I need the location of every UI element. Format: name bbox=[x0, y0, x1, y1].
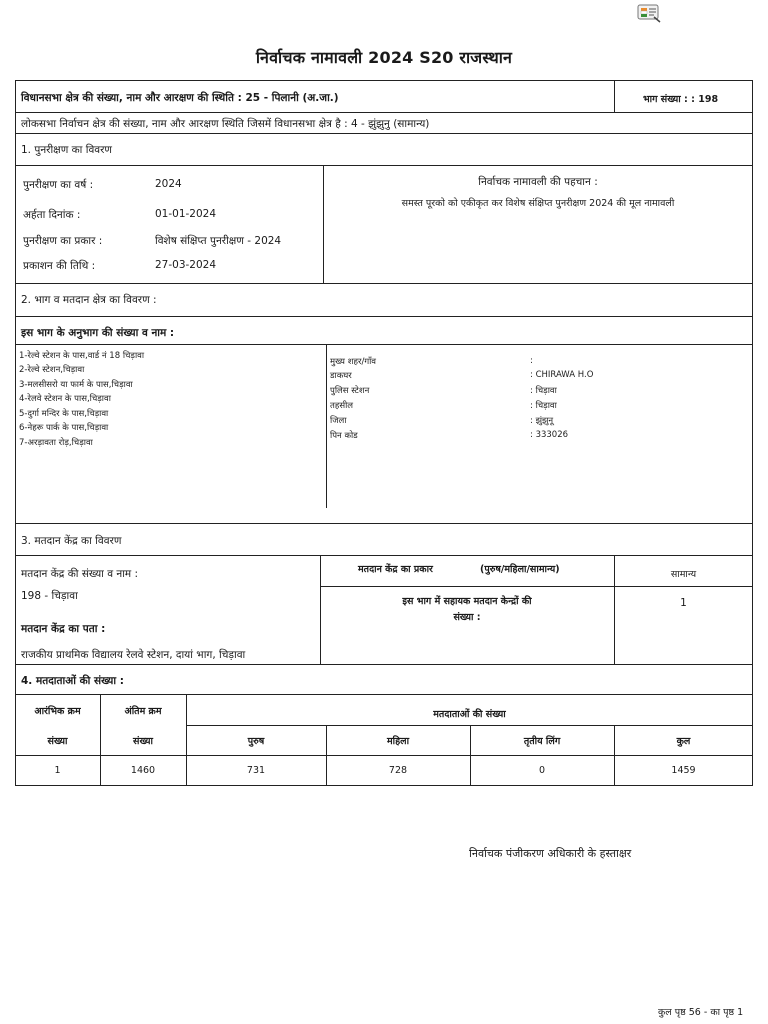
main-town-label: मुख्य शहर/गाँव bbox=[330, 357, 377, 367]
qualifying-date-value: 01-01-2024 bbox=[155, 208, 217, 220]
pin-code-value: : 333026 bbox=[530, 430, 569, 440]
roll-identity-heading: निर्वाचक नामावली की पहचान : bbox=[478, 176, 598, 188]
station-name-value: 198 - चिड़ावा bbox=[21, 590, 78, 602]
assembly-label: विधानसभा क्षेत्र की संख्या, नाम और आरक्षण की स्थिति : 25 - पिलानी (अ.जा.) bbox=[21, 92, 339, 104]
main-town-value: : bbox=[530, 356, 533, 366]
subsections-heading: इस भाग के अनुभाग की संख्या व नाम : bbox=[21, 327, 175, 339]
part-area-details bbox=[15, 316, 753, 524]
district-label: जिला bbox=[330, 416, 347, 426]
tehsil-value: : चिड़ावा bbox=[530, 401, 557, 411]
col-end-serial: अंतिम क्रम bbox=[124, 706, 162, 717]
col-female: महिला bbox=[386, 736, 410, 747]
revision-type-value: विशेष संक्षिप्त पुनरीक्षण - 2024 bbox=[155, 235, 282, 247]
subsection-item: 5-दुर्गा मन्दिर के पास,चिड़ावा bbox=[19, 409, 109, 419]
station-address-label: मतदान केंद्र का पता : bbox=[21, 623, 106, 635]
cell-male: 731 bbox=[246, 765, 266, 776]
eci-logo-icon bbox=[636, 2, 662, 24]
police-station-label: पुलिस स्टेशन bbox=[330, 386, 370, 396]
roll-identity-text: समस्त पूरको को एकीकृत कर विशेष संक्षिप्त पुनरीक्षण 2024 की मूल नामावली bbox=[401, 198, 675, 209]
subsection-item: 6-नेहरू पार्क के पास,चिड़ावा bbox=[19, 423, 109, 433]
part-number: भाग संख्या : : 198 bbox=[643, 94, 719, 105]
cell-total: 1459 bbox=[671, 765, 696, 776]
roll-cover-table bbox=[15, 80, 753, 786]
subsection-item: 1-रेल्वे स्टेशन के पास,वार्ड नं 18 चिड़ावा bbox=[19, 351, 145, 361]
col-third-gender: तृतीय लिंग bbox=[523, 736, 561, 747]
station-name-label: मतदान केंद्र की संख्या व नाम : bbox=[21, 568, 139, 580]
district-value: : झुंझुनू bbox=[530, 416, 554, 426]
cell-third-gender: 0 bbox=[538, 765, 546, 776]
parliament-label: लोकसभा निर्वाचन क्षेत्र की संख्या, नाम और आरक्षण स्थिति जिसमें विधानसभा क्षेत्र है : 4 - झुंझुनु (सामान्य) bbox=[21, 118, 430, 130]
revision-year-label: पुनरीक्षण का वर्ष : bbox=[23, 179, 94, 191]
ero-signature-label: निर्वाचक पंजीकरण अधिकारी के हस्ताक्षर bbox=[469, 847, 632, 860]
aux-stations-label-2: संख्या : bbox=[453, 612, 481, 623]
col-male: पुरुष bbox=[247, 736, 265, 747]
cell-start-serial: 1 bbox=[54, 765, 61, 776]
section3-heading: 3. मतदान केंद्र का विवरण bbox=[21, 535, 122, 547]
station-type-options: (पुरुष/महिला/सामान्य) bbox=[480, 564, 560, 575]
section2-heading: 2. भाग व मतदान क्षेत्र का विवरण : bbox=[21, 294, 157, 306]
page-title: निर्वाचक नामावली 2024 S20 राजस्थान bbox=[255, 48, 513, 67]
aux-stations-value: 1 bbox=[680, 597, 687, 609]
publication-date-label: प्रकाशन की तिथि : bbox=[23, 260, 96, 272]
post-office-value: : CHIRAWA H.O bbox=[530, 370, 594, 380]
station-address-value: राजकीय प्राथमिक विद्यालय रेलवे स्टेशन, दायां भाग, चिड़ावा bbox=[21, 649, 246, 661]
page-footer: कुल पृष्ठ 56 - का पृष्ठ 1 bbox=[658, 1007, 744, 1018]
section3-header bbox=[15, 523, 753, 556]
qualifying-date-label: अर्हता दिनांक : bbox=[23, 209, 81, 221]
section4-header bbox=[15, 664, 753, 695]
section1-header bbox=[15, 133, 753, 166]
aux-stations-label: इस भाग में सहायक मतदान केन्द्रों की bbox=[402, 596, 532, 607]
col-end-serial-2: संख्या bbox=[133, 736, 153, 747]
section1-heading: 1. पुनरीक्षण का विवरण bbox=[21, 144, 113, 156]
pin-code-label: पिन कोड bbox=[330, 431, 358, 441]
post-office-label: डाकघर bbox=[330, 371, 352, 381]
publication-date-value: 27-03-2024 bbox=[155, 259, 217, 271]
col-start-serial: आरंभिक क्रम bbox=[34, 706, 81, 717]
police-station-value: : चिड़ावा bbox=[530, 386, 557, 396]
tehsil-label: तहसील bbox=[330, 401, 354, 411]
cell-female: 728 bbox=[388, 765, 408, 776]
subsection-item: 2-रेल्वे स्टेशन,चिड़ावा bbox=[19, 365, 85, 375]
section4-heading: 4. मतदाताओं की संख्या : bbox=[21, 675, 124, 687]
revision-type-label: पुनरीक्षण का प्रकार : bbox=[23, 235, 103, 247]
voters-heading: मतदाताओं की संख्या bbox=[433, 709, 506, 720]
cell-end-serial: 1460 bbox=[130, 765, 156, 776]
station-type-value: सामान्य bbox=[670, 569, 697, 580]
revision-year-value: 2024 bbox=[155, 178, 182, 190]
col-start-serial-2: संख्या bbox=[47, 736, 68, 747]
col-total: कुल bbox=[676, 736, 691, 747]
subsection-item: 3-मलसीसरो या फार्म के पास,चिड़ावा bbox=[19, 380, 133, 390]
station-type-label: मतदान केंद्र का प्रकार bbox=[358, 564, 433, 575]
subsection-item: 4-रेलवे स्टेशन के पास,चिड़ावा bbox=[19, 394, 111, 404]
subsection-item: 7-अरड़ावता रोड़,चिड़ावा bbox=[19, 438, 93, 448]
